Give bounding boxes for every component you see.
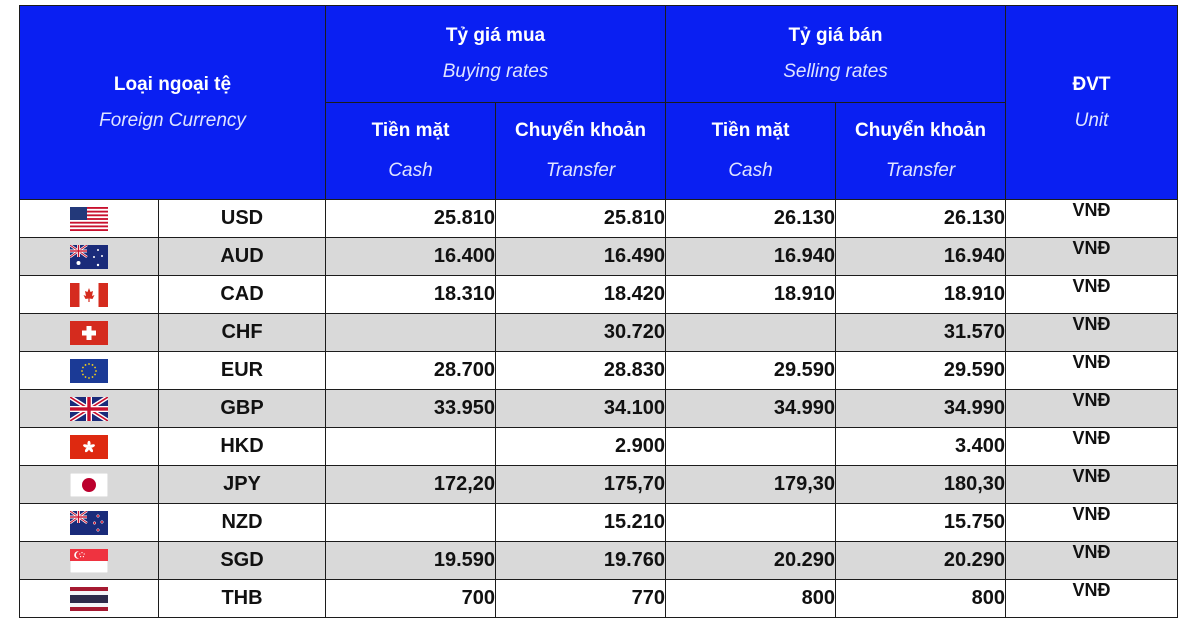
buy-transfer-value: 30.720: [496, 314, 666, 352]
rate-row-jpy: [20, 466, 1178, 504]
sell-cash-value: [666, 314, 836, 352]
buy-cash-value: 172,20: [326, 466, 496, 504]
buy-cash-header: [326, 103, 496, 200]
currency-code: CAD: [159, 276, 326, 314]
buying-header-en: Buying rates: [442, 61, 549, 82]
currency-code: SGD: [159, 542, 326, 580]
sell-transfer-value: 26.130: [836, 200, 1006, 238]
currency-code: HKD: [159, 428, 326, 466]
rate-row-sgd: [20, 542, 1178, 580]
flag-cell: [20, 314, 159, 352]
unit-value: VNĐ: [1006, 542, 1178, 580]
sell-cash-value: 29.590: [666, 352, 836, 390]
flag-cell: [20, 542, 159, 580]
sell-transfer-value: 34.990: [836, 390, 1006, 428]
currency-code: GBP: [159, 390, 326, 428]
flag-cell: [20, 200, 159, 238]
buy-cash-value: 25.810: [326, 200, 496, 238]
currency-code: CHF: [159, 314, 326, 352]
sell-cash-value: [666, 504, 836, 542]
flag-cell: [20, 466, 159, 504]
unit-value: VNĐ: [1006, 390, 1178, 428]
buy-transfer-header-en: Transfer: [545, 160, 616, 181]
sell-transfer-value: 180,30: [836, 466, 1006, 504]
buying-rates-header: [326, 6, 666, 103]
sell-transfer-value: 15.750: [836, 504, 1006, 542]
buy-cash-header-en: Cash: [388, 160, 433, 181]
buying-header-vi: Tỷ giá mua: [445, 25, 546, 46]
eu-flag-icon: [70, 359, 108, 383]
exchange-rate-table: [19, 5, 1178, 618]
ca-flag-icon: [70, 283, 108, 307]
buy-cash-value: 33.950: [326, 390, 496, 428]
unit-header: [1006, 6, 1178, 200]
flag-cell: [20, 580, 159, 618]
unit-value: VNĐ: [1006, 200, 1178, 238]
currency-code: THB: [159, 580, 326, 618]
flag-cell: [20, 238, 159, 276]
rate-row-usd: [20, 200, 1178, 238]
currency-code: JPY: [159, 466, 326, 504]
buy-cash-header-vi: Tiền mặt: [371, 120, 450, 141]
buy-transfer-value: 15.210: [496, 504, 666, 542]
sell-cash-value: 179,30: [666, 466, 836, 504]
selling-rates-header: [666, 6, 1006, 103]
buy-transfer-header-vi: Chuyển khoản: [515, 120, 646, 141]
sell-transfer-header-vi: Chuyển khoản: [855, 120, 986, 141]
buy-transfer-value: 175,70: [496, 466, 666, 504]
currency-header: [20, 6, 326, 200]
sell-cash-value: 20.290: [666, 542, 836, 580]
flag-cell: [20, 276, 159, 314]
gb-flag-icon: [70, 397, 108, 421]
unit-value: VNĐ: [1006, 580, 1178, 618]
currency-code: NZD: [159, 504, 326, 542]
currency-code: EUR: [159, 352, 326, 390]
buy-transfer-value: 770: [496, 580, 666, 618]
us-flag-icon: [70, 207, 108, 231]
buy-cash-value: 28.700: [326, 352, 496, 390]
sell-cash-value: 800: [666, 580, 836, 618]
buy-transfer-value: 19.760: [496, 542, 666, 580]
rate-row-thb: [20, 580, 1178, 618]
rate-row-aud: [20, 238, 1178, 276]
au-flag-icon: [70, 245, 108, 269]
sell-transfer-value: 31.570: [836, 314, 1006, 352]
currency-header-en: Foreign Currency: [99, 109, 246, 131]
unit-value: VNĐ: [1006, 428, 1178, 466]
sell-transfer-value: 20.290: [836, 542, 1006, 580]
flag-cell: [20, 428, 159, 466]
buy-transfer-value: 16.490: [496, 238, 666, 276]
unit-value: VNĐ: [1006, 504, 1178, 542]
buy-cash-value: 16.400: [326, 238, 496, 276]
buy-transfer-value: 34.100: [496, 390, 666, 428]
jp-flag-icon: [70, 473, 108, 497]
sell-transfer-header-en: Transfer: [885, 160, 956, 181]
rate-row-hkd: [20, 428, 1178, 466]
selling-header-vi: Tỷ giá bán: [788, 25, 883, 46]
sell-transfer-value: 29.590: [836, 352, 1006, 390]
sell-cash-header-en: Cash: [728, 160, 773, 181]
sell-cash-value: 34.990: [666, 390, 836, 428]
th-flag-icon: [70, 587, 108, 611]
unit-value: VNĐ: [1006, 314, 1178, 352]
buy-transfer-header: [496, 103, 666, 200]
buy-cash-value: [326, 428, 496, 466]
sell-cash-value: 26.130: [666, 200, 836, 238]
buy-transfer-value: 25.810: [496, 200, 666, 238]
sell-cash-header-vi: Tiền mặt: [711, 120, 790, 141]
sell-cash-value: [666, 428, 836, 466]
currency-header-vi: Loại ngoại tệ: [113, 73, 232, 95]
rate-table-body: [20, 200, 1178, 618]
sell-transfer-value: 3.400: [836, 428, 1006, 466]
rate-row-gbp: [20, 390, 1178, 428]
sell-transfer-value: 800: [836, 580, 1006, 618]
flag-cell: [20, 504, 159, 542]
buy-cash-value: [326, 314, 496, 352]
unit-value: VNĐ: [1006, 276, 1178, 314]
buy-cash-value: 19.590: [326, 542, 496, 580]
buy-cash-value: 700: [326, 580, 496, 618]
sell-transfer-header: [836, 103, 1006, 200]
rate-row-cad: [20, 276, 1178, 314]
rate-row-eur: [20, 352, 1178, 390]
sell-cash-value: 16.940: [666, 238, 836, 276]
unit-header-en: Unit: [1074, 109, 1109, 131]
sell-transfer-value: 16.940: [836, 238, 1006, 276]
rate-row-nzd: [20, 504, 1178, 542]
unit-value: VNĐ: [1006, 352, 1178, 390]
buy-cash-value: [326, 504, 496, 542]
buy-transfer-value: 28.830: [496, 352, 666, 390]
flag-cell: [20, 352, 159, 390]
unit-header-vi: ĐVT: [1072, 73, 1111, 95]
buy-cash-value: 18.310: [326, 276, 496, 314]
sell-transfer-value: 18.910: [836, 276, 1006, 314]
buy-transfer-value: 18.420: [496, 276, 666, 314]
buy-transfer-value: 2.900: [496, 428, 666, 466]
exchange-rate-table-container: [19, 5, 1177, 623]
selling-header-en: Selling rates: [783, 61, 888, 82]
currency-code: AUD: [159, 238, 326, 276]
currency-code: USD: [159, 200, 326, 238]
unit-value: VNĐ: [1006, 238, 1178, 276]
rate-row-chf: [20, 314, 1178, 352]
nz-flag-icon: [70, 511, 108, 535]
sg-flag-icon: [70, 549, 108, 573]
ch-flag-icon: [70, 321, 108, 345]
sell-cash-header: [666, 103, 836, 200]
flag-cell: [20, 390, 159, 428]
sell-cash-value: 18.910: [666, 276, 836, 314]
unit-value: VNĐ: [1006, 466, 1178, 504]
hk-flag-icon: [70, 435, 108, 459]
